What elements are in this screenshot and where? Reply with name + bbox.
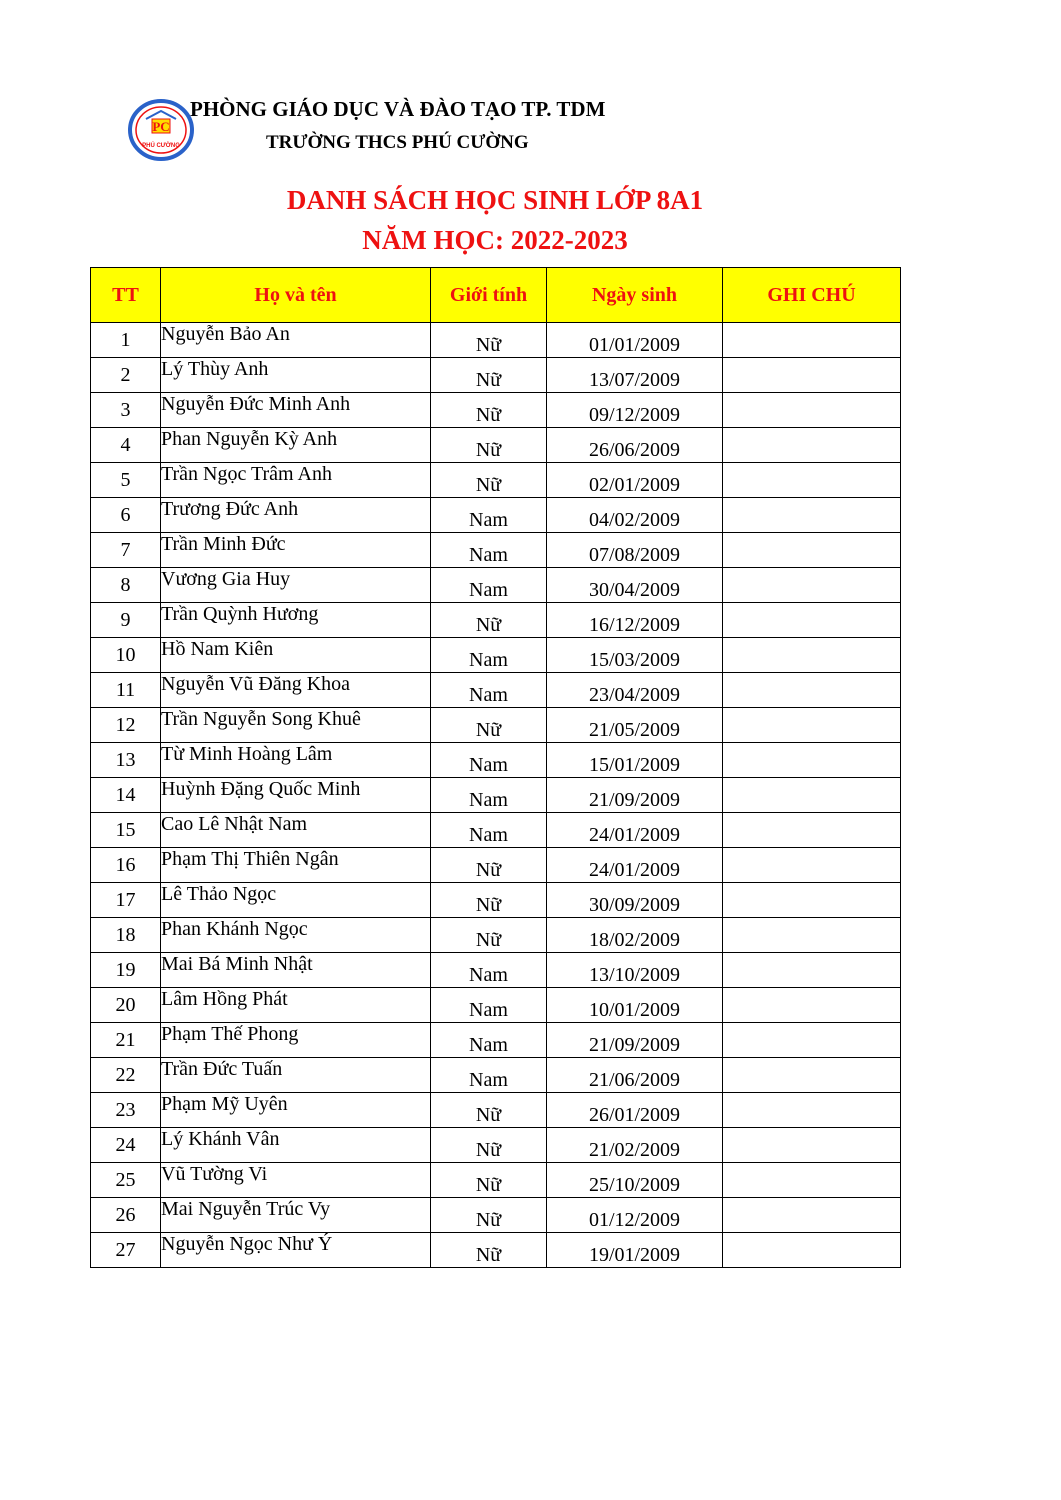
- student-name: Nguyễn Ngọc Như Ý: [161, 1233, 431, 1268]
- table-row: [91, 918, 901, 953]
- student-gender: Nữ: [431, 393, 547, 428]
- table-row: [91, 1163, 901, 1198]
- student-birthdate: 01/12/2009: [547, 1198, 723, 1233]
- student-note: [723, 428, 901, 463]
- table-row: [91, 1128, 901, 1163]
- student-gender: Nam: [431, 673, 547, 708]
- table-row: [91, 1023, 901, 1058]
- student-gender: Nam: [431, 813, 547, 848]
- student-note: [723, 603, 901, 638]
- student-name: Lý Khánh Vân: [161, 1128, 431, 1163]
- row-number: 11: [91, 673, 161, 708]
- student-note: [723, 1163, 901, 1198]
- student-name: Trương Đức Anh: [161, 498, 431, 533]
- row-number: 26: [91, 1198, 161, 1233]
- student-birthdate: 07/08/2009: [547, 533, 723, 568]
- student-name: Nguyễn Bảo An: [161, 323, 431, 358]
- student-birthdate: 21/05/2009: [547, 708, 723, 743]
- student-birthdate: 13/10/2009: [547, 953, 723, 988]
- student-note: [723, 673, 901, 708]
- table-header-row: [91, 268, 901, 323]
- student-birthdate: 26/06/2009: [547, 428, 723, 463]
- student-gender: Nam: [431, 568, 547, 603]
- row-number: 17: [91, 883, 161, 918]
- row-number: 2: [91, 358, 161, 393]
- table-row: [91, 638, 901, 673]
- table-row: [91, 813, 901, 848]
- row-number: 24: [91, 1128, 161, 1163]
- student-name: Trần Ngọc Trâm Anh: [161, 463, 431, 498]
- student-birthdate: 25/10/2009: [547, 1163, 723, 1198]
- student-birthdate: 23/04/2009: [547, 673, 723, 708]
- row-number: 10: [91, 638, 161, 673]
- student-gender: Nữ: [431, 463, 547, 498]
- table-row: [91, 603, 901, 638]
- student-note: [723, 1198, 901, 1233]
- table-row: [91, 848, 901, 883]
- column-header-sex: Giới tính: [431, 268, 547, 323]
- student-note: [723, 638, 901, 673]
- student-gender: Nam: [431, 988, 547, 1023]
- document-title: DANH SÁCH HỌC SINH LỚP 8A1: [286, 185, 704, 215]
- table-row: [91, 778, 901, 813]
- student-birthdate: 18/02/2009: [547, 918, 723, 953]
- school-year: NĂM HỌC: 2022-2023: [362, 225, 628, 255]
- table-row: [91, 498, 901, 533]
- student-birthdate: 02/01/2009: [547, 463, 723, 498]
- student-birthdate: 15/03/2009: [547, 638, 723, 673]
- row-number: 9: [91, 603, 161, 638]
- student-note: [723, 813, 901, 848]
- row-number: 15: [91, 813, 161, 848]
- student-note: [723, 743, 901, 778]
- student-gender: Nam: [431, 743, 547, 778]
- student-name: Vương Gia Huy: [161, 568, 431, 603]
- student-note: [723, 1058, 901, 1093]
- student-gender: Nam: [431, 778, 547, 813]
- student-name: Trần Đức Tuấn: [161, 1058, 431, 1093]
- student-gender: Nữ: [431, 1128, 547, 1163]
- column-header-name: Họ và tên: [161, 268, 431, 323]
- column-header-note: GHI CHÚ: [723, 268, 901, 323]
- student-note: [723, 1233, 901, 1268]
- table-row: [91, 988, 901, 1023]
- student-gender: Nữ: [431, 1198, 547, 1233]
- row-number: 7: [91, 533, 161, 568]
- student-name: Phan Khánh Ngọc: [161, 918, 431, 953]
- table-row: [91, 568, 901, 603]
- student-birthdate: 26/01/2009: [547, 1093, 723, 1128]
- student-name: Phạm Thế Phong: [161, 1023, 431, 1058]
- student-birthdate: 21/02/2009: [547, 1128, 723, 1163]
- table-row: [91, 673, 901, 708]
- row-number: 3: [91, 393, 161, 428]
- row-number: 6: [91, 498, 161, 533]
- row-number: 27: [91, 1233, 161, 1268]
- student-note: [723, 848, 901, 883]
- student-birthdate: 21/09/2009: [547, 778, 723, 813]
- student-gender: Nam: [431, 498, 547, 533]
- student-gender: Nữ: [431, 848, 547, 883]
- student-birthdate: 16/12/2009: [547, 603, 723, 638]
- student-birthdate: 30/09/2009: [547, 883, 723, 918]
- table-row: [91, 708, 901, 743]
- student-birthdate: 04/02/2009: [547, 498, 723, 533]
- column-header-tt: TT: [91, 268, 161, 323]
- table-row: [91, 1198, 901, 1233]
- student-note: [723, 708, 901, 743]
- student-note: [723, 883, 901, 918]
- row-number: 22: [91, 1058, 161, 1093]
- student-name: Phạm Mỹ Uyên: [161, 1093, 431, 1128]
- row-number: 19: [91, 953, 161, 988]
- student-gender: Nữ: [431, 358, 547, 393]
- row-number: 1: [91, 323, 161, 358]
- student-gender: Nữ: [431, 323, 547, 358]
- row-number: 16: [91, 848, 161, 883]
- student-name: Mai Bá Minh Nhật: [161, 953, 431, 988]
- table-row: [91, 358, 901, 393]
- student-note: [723, 568, 901, 603]
- student-note: [723, 1023, 901, 1058]
- student-note: [723, 988, 901, 1023]
- row-number: 13: [91, 743, 161, 778]
- row-number: 14: [91, 778, 161, 813]
- student-gender: Nữ: [431, 1233, 547, 1268]
- student-birthdate: 24/01/2009: [547, 813, 723, 848]
- student-gender: Nữ: [431, 708, 547, 743]
- student-name: Phạm Thị Thiên Ngân: [161, 848, 431, 883]
- student-name: Lý Thùy Anh: [161, 358, 431, 393]
- row-number: 5: [91, 463, 161, 498]
- row-number: 20: [91, 988, 161, 1023]
- row-number: 21: [91, 1023, 161, 1058]
- student-gender: Nữ: [431, 918, 547, 953]
- student-note: [723, 918, 901, 953]
- student-name: Nguyễn Vũ Đăng Khoa: [161, 673, 431, 708]
- student-gender: Nam: [431, 1023, 547, 1058]
- row-number: 4: [91, 428, 161, 463]
- student-name: Trần Minh Đức: [161, 533, 431, 568]
- student-note: [723, 533, 901, 568]
- student-name: Phan Nguyễn Kỳ Anh: [161, 428, 431, 463]
- table-row: [91, 393, 901, 428]
- svg-text:PC: PC: [152, 119, 170, 134]
- row-number: 8: [91, 568, 161, 603]
- student-birthdate: 01/01/2009: [547, 323, 723, 358]
- student-name: Lâm Hồng Phát: [161, 988, 431, 1023]
- table-row: [91, 428, 901, 463]
- student-name: Cao Lê Nhật Nam: [161, 813, 431, 848]
- student-gender: Nữ: [431, 1163, 547, 1198]
- student-gender: Nữ: [431, 883, 547, 918]
- table-row: [91, 1093, 901, 1128]
- student-name: Nguyễn Đức Minh Anh: [161, 393, 431, 428]
- column-header-dob: Ngày sinh: [547, 268, 723, 323]
- student-note: [723, 393, 901, 428]
- student-name: Huỳnh Đặng Quốc Minh: [161, 778, 431, 813]
- table-row: [91, 463, 901, 498]
- row-number: 18: [91, 918, 161, 953]
- school-name: TRƯỜNG THCS PHÚ CƯỜNG: [266, 132, 529, 153]
- student-name: Vũ Tường Vi: [161, 1163, 431, 1198]
- row-number: 23: [91, 1093, 161, 1128]
- student-name: Trần Nguyễn Song Khuê: [161, 708, 431, 743]
- student-birthdate: 21/09/2009: [547, 1023, 723, 1058]
- table-row: [91, 323, 901, 358]
- student-gender: Nữ: [431, 1093, 547, 1128]
- student-note: [723, 358, 901, 393]
- student-gender: Nam: [431, 533, 547, 568]
- student-note: [723, 463, 901, 498]
- table-row: [91, 1058, 901, 1093]
- student-birthdate: 19/01/2009: [547, 1233, 723, 1268]
- student-birthdate: 24/01/2009: [547, 848, 723, 883]
- school-logo: [128, 99, 194, 161]
- department-name: PHÒNG GIÁO DỤC VÀ ĐÀO TẠO TP. TDM: [190, 97, 606, 121]
- student-note: [723, 1093, 901, 1128]
- table-row: [91, 953, 901, 988]
- student-name: Mai Nguyễn Trúc Vy: [161, 1198, 431, 1233]
- student-gender: Nữ: [431, 428, 547, 463]
- student-name: Từ Minh Hoàng Lâm: [161, 743, 431, 778]
- student-gender: Nam: [431, 953, 547, 988]
- student-note: [723, 953, 901, 988]
- student-note: [723, 1128, 901, 1163]
- table-row: [91, 883, 901, 918]
- table-body: [91, 323, 901, 1268]
- table-row: [91, 1233, 901, 1268]
- svg-text:PHÚ CƯỜNG: PHÚ CƯỜNG: [142, 143, 180, 149]
- table-row: [91, 743, 901, 778]
- student-birthdate: 15/01/2009: [547, 743, 723, 778]
- student-table: [90, 267, 901, 1268]
- student-name: Lê Thảo Ngọc: [161, 883, 431, 918]
- student-note: [723, 778, 901, 813]
- student-gender: Nam: [431, 1058, 547, 1093]
- student-gender: Nam: [431, 638, 547, 673]
- student-name: Hồ Nam Kiên: [161, 638, 431, 673]
- row-number: 25: [91, 1163, 161, 1198]
- student-gender: Nữ: [431, 603, 547, 638]
- table-row: [91, 533, 901, 568]
- student-note: [723, 323, 901, 358]
- student-note: [723, 498, 901, 533]
- student-birthdate: 10/01/2009: [547, 988, 723, 1023]
- student-name: Trần Quỳnh Hương: [161, 603, 431, 638]
- row-number: 12: [91, 708, 161, 743]
- student-birthdate: 13/07/2009: [547, 358, 723, 393]
- student-birthdate: 30/04/2009: [547, 568, 723, 603]
- student-birthdate: 21/06/2009: [547, 1058, 723, 1093]
- student-birthdate: 09/12/2009: [547, 393, 723, 428]
